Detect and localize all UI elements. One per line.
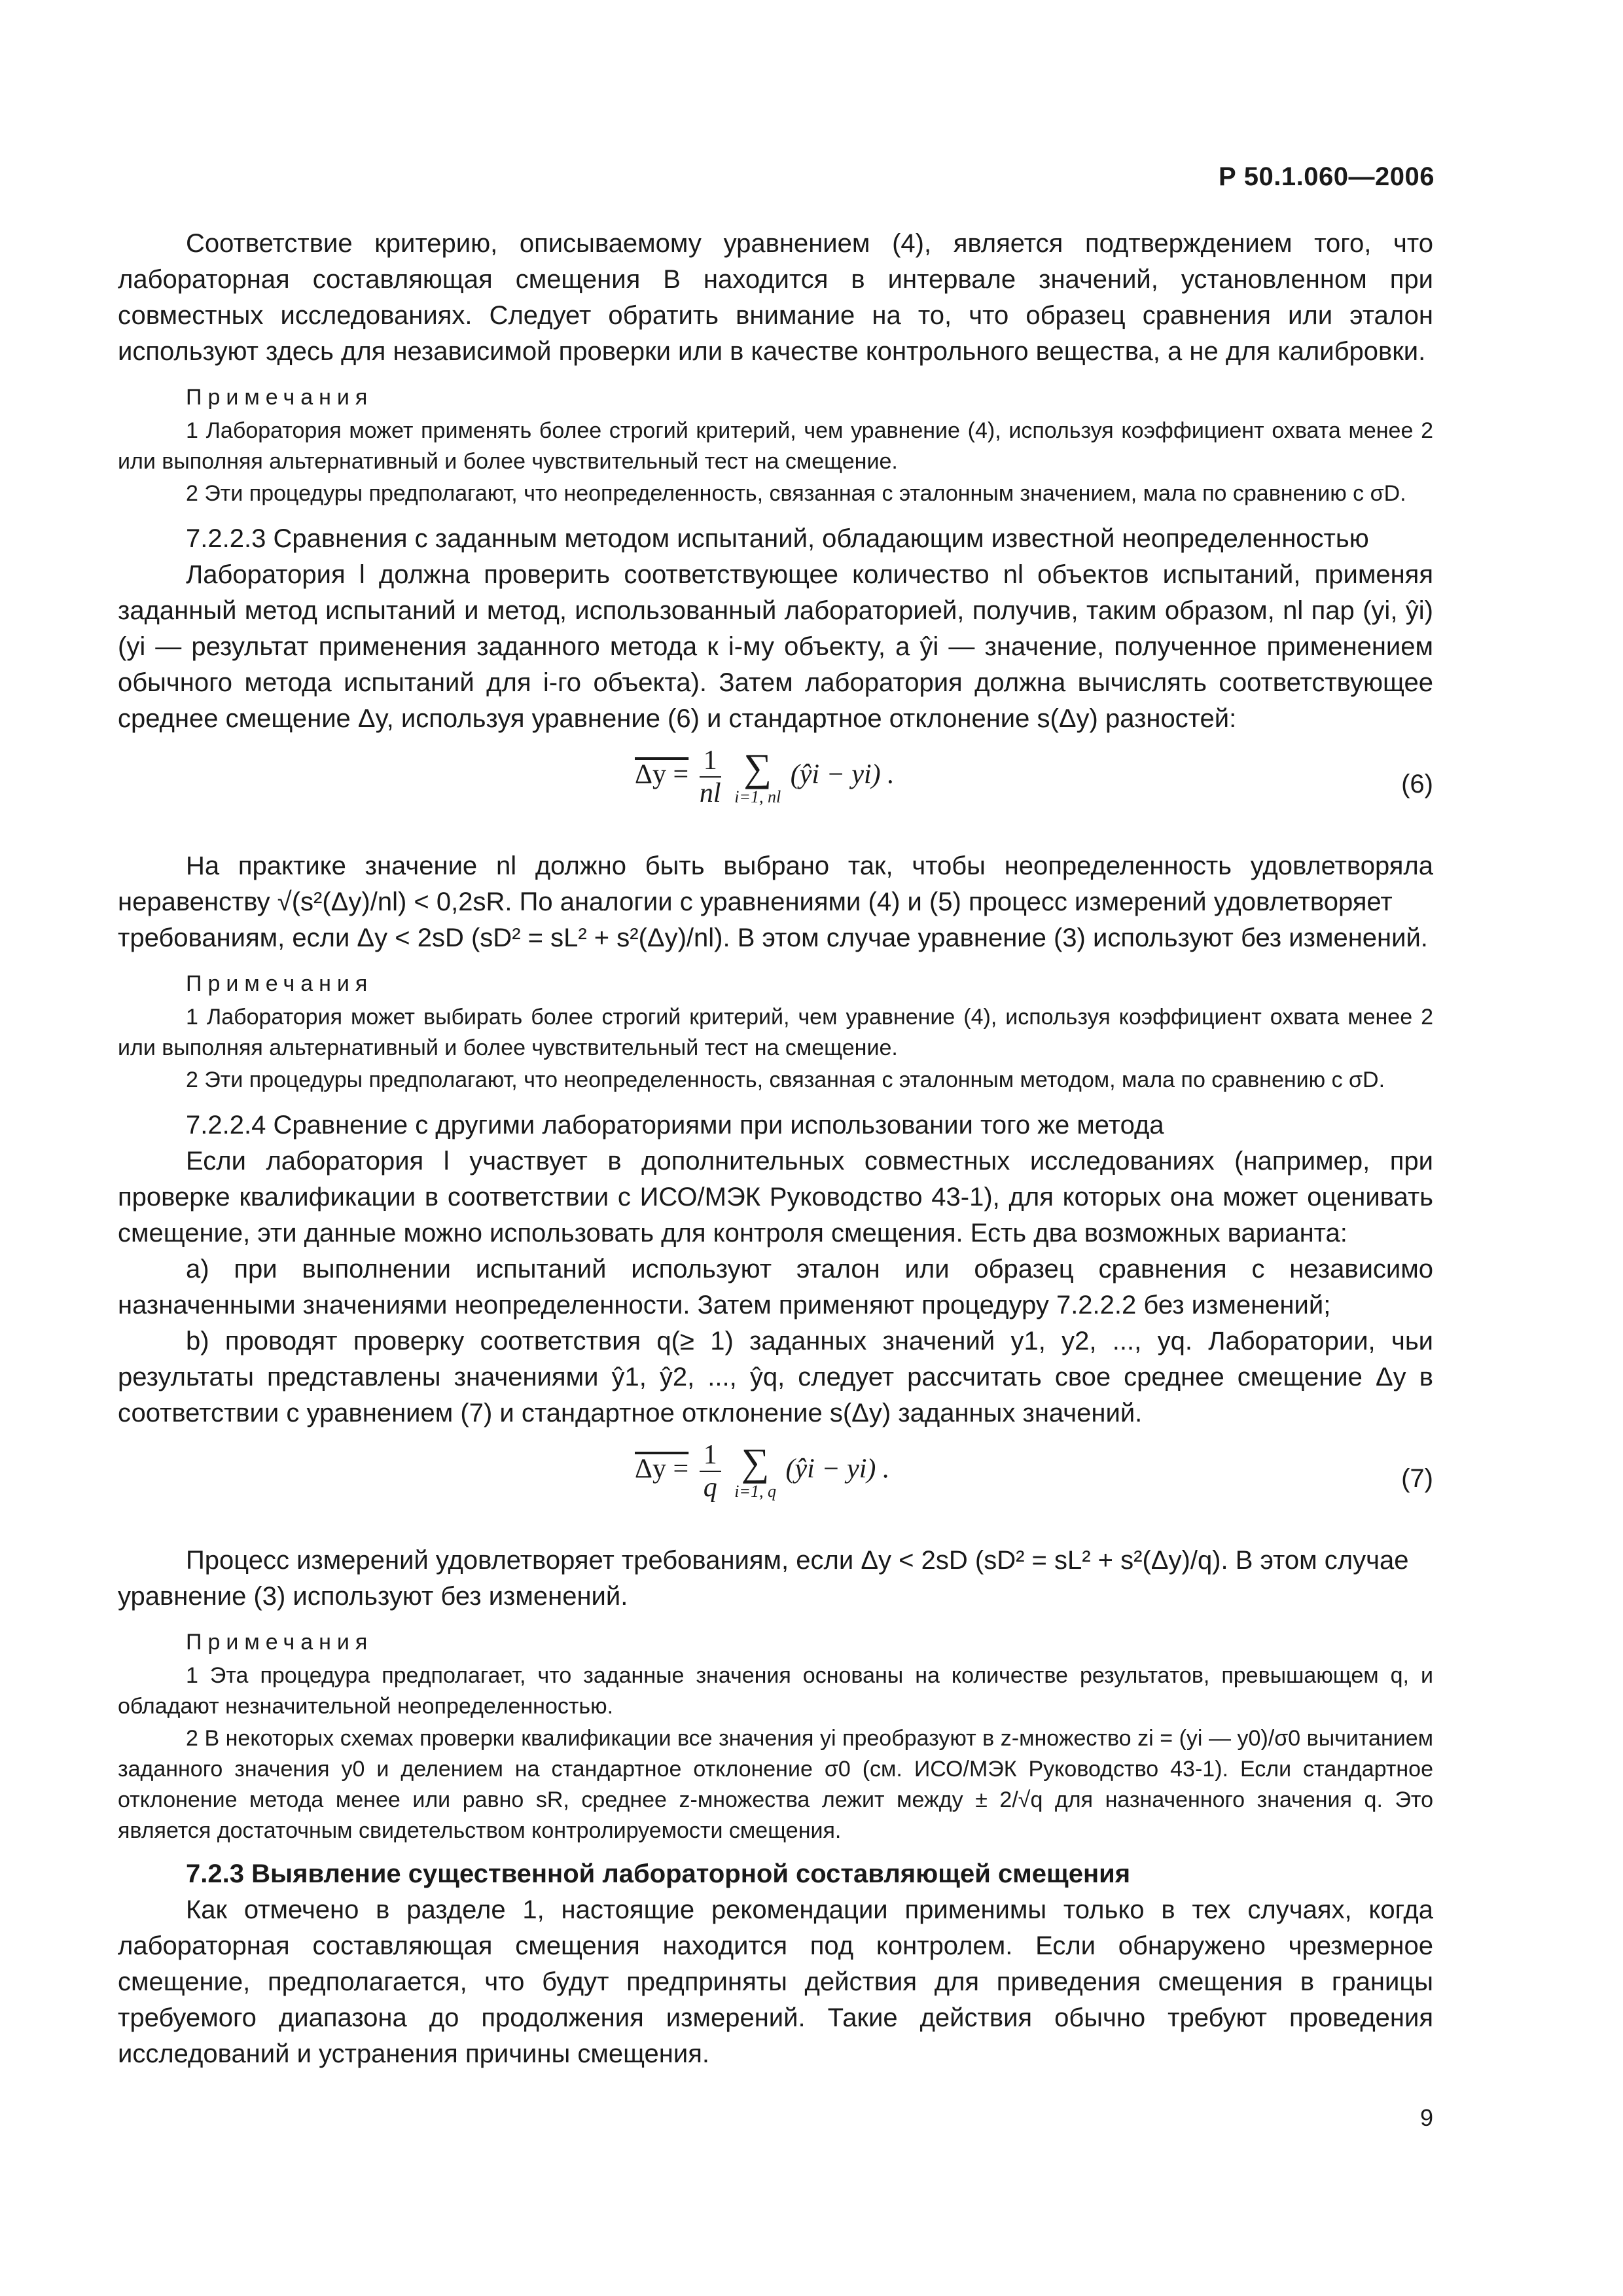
notes-title-2: Примечания	[186, 971, 374, 996]
note-3-2: 2 В некоторых схемах проверки квалификации все значения yi преобразуют в z-множество zi = (yi — y0)/σ0 вычитанием заданного значения y0 и делением на стандартное отклонение σ0 (см. ИСО/МЭК Руководство 43-1). Если стандартное отклонение метода менее или равно sR, среднее z-множества лежит между ± 2/√q для назначенного значения q. Это является достаточным свидетельством контролируемости смещения.	[118, 1726, 1434, 1843]
equation-7-body: (ŷi − yi) .	[785, 1454, 890, 1484]
equation-7-sum-limits: i=1, q	[734, 1482, 776, 1501]
equation-6-lhs: Δy =	[635, 759, 689, 790]
equation-7-fraction	[700, 1439, 721, 1503]
equation-6-denominator: nl	[699, 778, 721, 808]
document-code: Р 50.1.060—2006	[1219, 162, 1435, 191]
list-item-a: а) при выполнении испытаний используют эталон или образец сравнения с независимо назначенными значениями неопределенности. Затем применяют процедуру 7.2.2.2 без изменений;	[118, 1255, 1433, 1319]
section-7224-body: Если лаборатория l участвует в дополнительных совместных исследованиях (например, при проверке квалификации в соответствии с ИСО/МЭК Руководство 43-1), для которых она может оценивать смещение, эти данные можно использовать для контроля смещения. Есть два возможных варианта:	[118, 1147, 1433, 1247]
process-paragraph: Процесс измерений удовлетворяет требованиям, если Δy < 2sD (sD² = sL² + s²(Δy)/q). В этом случае	[186, 1546, 1409, 1575]
equation-6-body: (ŷi − yi) .	[790, 759, 895, 790]
section-7223-title: 7.2.2.3 Сравнения с заданным методом испытаний, обладающим известной неопределенностью	[186, 524, 1369, 553]
equation-7-denominator: q	[703, 1473, 717, 1503]
note-1-1: 1 Лаборатория может применять более строгий критерий, чем уравнение (4), используя коэффициент охвата менее 2 или выполняя альтернативный и более чувствительный тест на смещение.	[118, 418, 1433, 474]
practice-paragraph-cont: требованиям, если Δy < 2sD (sD² = sL² + s²(Δy)/nl). В этом случае уравнение (3) используют без изменений.	[118, 924, 1428, 952]
equation-6-number: (6)	[1401, 770, 1433, 798]
equation-7-sum	[734, 1442, 776, 1501]
intro-paragraph: Соответствие критерию, описываемому уравнением (4), является подтверждением того, что лабораторная составляющая смещения B находится в интервале значений, установленном при совместных исследованиях. Следует обратить внимание на то, что образец сравнения или эталон используют здесь для независимой проверки или в качестве контрольного вещества, а не для калибровки.	[118, 229, 1433, 366]
page-content	[118, 226, 1433, 2072]
equation-7-expression	[635, 1439, 889, 1503]
equation-6-numerator: 1	[700, 745, 721, 778]
section-723-body: Как отмечено в разделе 1, настоящие рекомендации применимы только в тех случаях, когда лабораторная составляющая смещения находится под контролем. Если обнаружено чрезмерное смещение, предполагается, что будут предприняты действия для приведения смещения в границы требуемого диапазона до продолжения измерений. Такие действия обычно требуют проведения исследований и устранения причины смещения.	[118, 1895, 1433, 2068]
notes-title-1: Примечания	[186, 385, 374, 410]
note-3-1: 1 Эта процедура предполагает, что заданные значения основаны на количестве результатов, превышающем q, и обладают незначительной неопределенностью.	[118, 1663, 1433, 1719]
equation-6-sum-symbol: ∑	[743, 746, 772, 789]
equation-6-fraction	[700, 745, 721, 809]
equation-7-number: (7)	[1401, 1464, 1433, 1493]
section-723-title: 7.2.3 Выявление существенной лабораторной составляющей смещения	[186, 1859, 1131, 1888]
equation-6	[118, 741, 1433, 839]
practice-paragraph: На практике значение nl должно быть выбрано так, чтобы неопределенность удовлетворяла неравенству √(s²(Δy)/nl) < 0,2sR. По аналогии с уравнениями (4) и (5) процесс измерений удовлетворяет	[118, 852, 1433, 916]
equation-6-expression	[635, 745, 895, 809]
process-paragraph-cont: уравнение (3) используют без изменений.	[118, 1582, 628, 1611]
list-item-b: b) проводят проверку соответствия q(≥ 1) заданных значений y1, y2, ..., yq. Лаборатории, чьи результаты представлены значениями ŷ1, ŷ2, ..., ŷq, следует рассчитать свое среднее смещение Δy в соответствии с уравнением (7) и стандартное отклонение s(Δy) заданных значений.	[118, 1327, 1433, 1427]
note-2-1: 1 Лаборатория может выбирать более строгий критерий, чем уравнение (4), используя коэффициент охвата менее 2 или выполняя альтернативный и более чувствительный тест на смещение.	[118, 1005, 1433, 1060]
note-1-2: 2 Эти процедуры предполагают, что неопределенность, связанная с эталонным значением, мала по сравнению с σD.	[186, 481, 1406, 506]
equation-7	[118, 1435, 1433, 1534]
equation-7-sum-symbol: ∑	[741, 1441, 770, 1484]
equation-7-numerator: 1	[700, 1439, 721, 1472]
equation-6-sum-limits: i=1, nl	[734, 787, 781, 806]
page-number: 9	[1419, 2104, 1433, 2131]
note-2-2: 2 Эти процедуры предполагают, что неопределенность, связанная с эталонным методом, мала по сравнению с σD.	[186, 1067, 1385, 1092]
section-7223-body: Лаборатория l должна проверить соответствующее количество nl объектов испытаний, применяя заданный метод испытаний и метод, использованный лабораторией, получив, таким образом, nl пар (yi, ŷi) (yi — результат применения заданного метода к i-му объекту, а ŷi — значение, полученное применением обычного метода испытаний для i-го объекта). Затем лаборатория должна вычислять соответствующее среднее смещение Δy, используя уравнение (6) и стандартное отклонение s(Δy) разностей:	[118, 560, 1433, 733]
equation-7-lhs: Δy =	[635, 1454, 689, 1484]
notes-title-3: Примечания	[186, 1630, 374, 1655]
equation-6-sum	[734, 747, 781, 806]
section-7224-title: 7.2.2.4 Сравнение с другими лабораториями при использовании того же метода	[186, 1111, 1164, 1139]
